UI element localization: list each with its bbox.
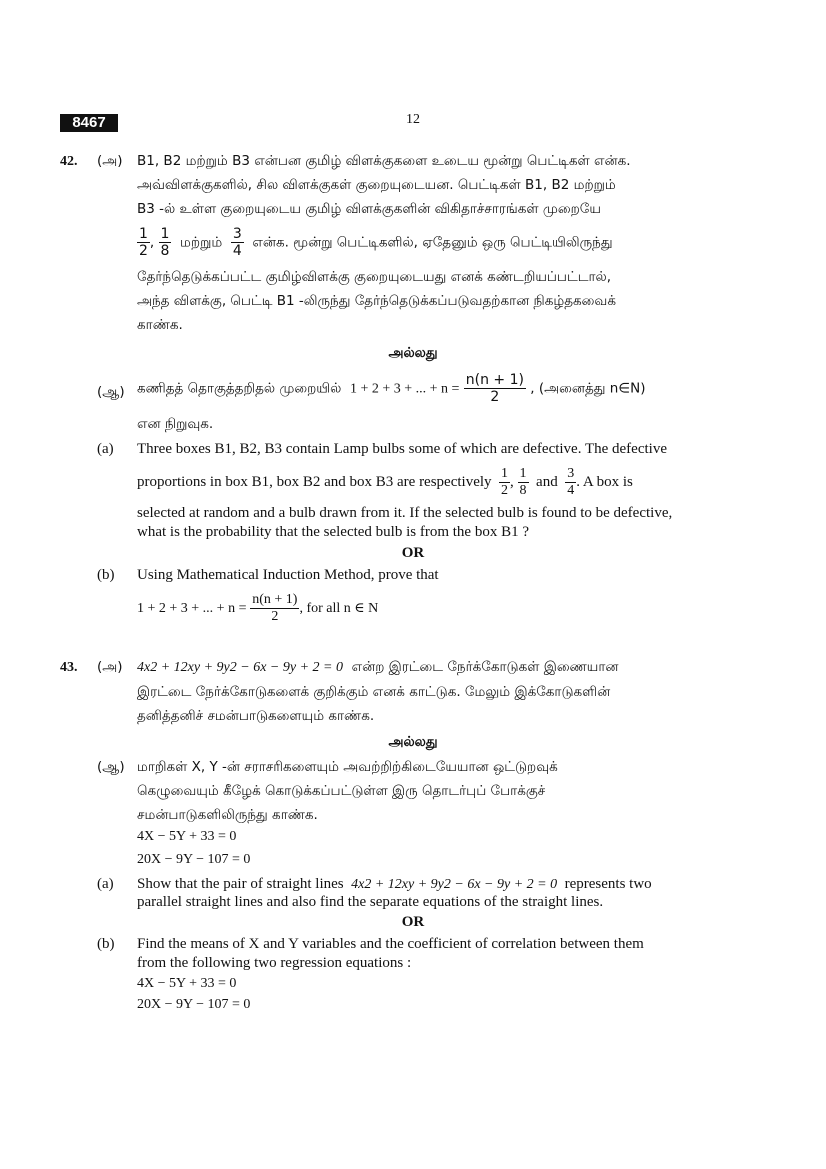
q42-b-ta-label: (ஆ) bbox=[97, 384, 125, 400]
q42-a-en-line1: Three boxes B1, B2, B3 contain Lamp bulbs some of which are defective. The defective bbox=[137, 441, 667, 457]
q43-b-ta-line3: சமன்பாடுகளிலிருந்து காண்க. bbox=[137, 807, 318, 823]
q43-a-ta-line2: இரட்டை நேர்க்கோடுகளைக் குறிக்கும் எனக் காட்டுக. மேலும் இக்கோடுகளின் bbox=[137, 684, 611, 700]
or-divider-ta-43: அல்லது bbox=[388, 734, 438, 750]
q43-b-en-line1: Find the means of X and Y variables and the coefficient of correlation between them bbox=[137, 936, 644, 952]
fraction-3-4-en: $\frac{3}{4}$ bbox=[567, 466, 575, 498]
q43-b-ta-line1: மாறிகள் X, Y -ன் சராசரிகளையும் அவற்றிற்கிடையேயான ஒட்டுறவுக் bbox=[137, 759, 558, 775]
q43-b-ta-eq2: 20X − 9Y − 107 = 0 bbox=[137, 852, 251, 867]
question-number-43: 43. bbox=[60, 660, 78, 675]
fraction-3-4: $\frac{3}{4}$ bbox=[232, 226, 242, 259]
q42-a-ta-line7: காண்க. bbox=[137, 317, 183, 333]
q43-a-ta-line1: 4x2 + 12xy + 9y2 − 6x − 9y + 2 = 0 என்ற இரட்டை நேர்க்கோடுகள் இணையான bbox=[137, 659, 619, 675]
q42-a-en-line4: what is the probability that the selected bulb is from the box B1 ? bbox=[137, 524, 529, 540]
q42-a-en-line2: proportions in box B1, box B2 and box B3 are respectively $\frac{1}{2}$ , $\frac{1}{8}$ and $\frac{3}{4}$ . A box is bbox=[137, 466, 633, 498]
q43-a-en-label: (a) bbox=[97, 876, 114, 892]
q42-b-en-line1: Using Mathematical Induction Method, prove that bbox=[137, 567, 439, 583]
or-divider-ta: அல்லது bbox=[388, 345, 438, 361]
or-divider-en: OR bbox=[401, 545, 425, 561]
question-number-42: 42. bbox=[60, 154, 78, 169]
q42-a-en-line3: selected at random and a bulb drawn from it. If the selected bulb is found to be defective, bbox=[137, 505, 673, 521]
or-divider-en-43: OR bbox=[401, 914, 425, 930]
q42-a-ta-line1: B1, B2 மற்றும் B3 என்பன குமிழ் விளக்குகளை உடைய மூன்று பெட்டிகள் என்க. bbox=[137, 153, 631, 169]
fraction-1-8: $\frac{1}{8}$ bbox=[160, 226, 170, 259]
fraction-1-2: $\frac{1}{2}$ bbox=[139, 226, 148, 259]
q42-b-en-label: (b) bbox=[97, 567, 115, 583]
q42-a-ta-line5: தேர்ந்தெடுக்கப்பட்ட குமிழ்விளக்கு குறையுடையது எனக் கண்டறியப்பட்டால், bbox=[137, 269, 612, 285]
fraction-n-n-plus-1-over-2-en: $\frac{n(n + 1)}{2}$ bbox=[252, 592, 298, 624]
q43-equation: 4x2 + 12xy + 9y2 − 6x − 9y + 2 = 0 bbox=[137, 660, 343, 675]
q43-b-en-eq1: 4X − 5Y + 33 = 0 bbox=[137, 976, 237, 991]
q43-a-ta-label: (அ) bbox=[97, 659, 123, 675]
q43-b-en-eq2: 20X − 9Y − 107 = 0 bbox=[137, 997, 251, 1012]
q43-b-ta-label: (ஆ) bbox=[97, 759, 125, 775]
q43-a-en-line1: Show that the pair of straight lines 4x2 + 12xy + 9y2 − 6x − 9y + 2 = 0 represents two bbox=[137, 876, 652, 892]
q43-b-en-label: (b) bbox=[97, 936, 115, 952]
q43-a-en-line2: parallel straight lines and also find the separate equations of the straight lines. bbox=[137, 894, 604, 910]
q42-a-ta-line4: $\frac{1}{2}$ , $\frac{1}{8}$ மற்றும் $\frac{3}{4}$ என்க. மூன்று பெட்டிகளில், ஏதேனும் ஒரு பெட்டியிலிருந்து bbox=[139, 226, 613, 259]
q42-a-ta-line2: அவ்விளக்குகளில், சில விளக்குகள் குறையுடையன. பெட்டிகள் B1, B2 மற்றும் bbox=[137, 177, 616, 193]
q43-b-ta-eq1: 4X − 5Y + 33 = 0 bbox=[137, 829, 237, 844]
q43-a-ta-line3: தனித்தனிச் சமன்பாடுகளையும் காண்க. bbox=[137, 708, 375, 724]
page-number: 12 bbox=[406, 112, 420, 127]
q42-b-ta-line1: கணிதத் தொகுத்தறிதல் முறையில் 1 + 2 + 3 + ... + n = $\frac{n(n + 1)}{2}$ , (அனைத்து n∈N) bbox=[137, 372, 646, 405]
q42-b-ta-line2: என நிறுவுக. bbox=[137, 416, 214, 432]
fraction-1-2-en: $\frac{1}{2}$ bbox=[501, 466, 509, 498]
fraction-1-8-en: $\frac{1}{8}$ bbox=[519, 466, 527, 498]
q42-a-ta-label: (அ) bbox=[97, 153, 123, 169]
q42-b-en-formula: 1 + 2 + 3 + ... + n = $\frac{n(n + 1)}{2}$ , for all n ∈ N bbox=[137, 592, 379, 624]
q43-b-ta-line2: கெழுவையும் கீழேக் கொடுக்கப்பட்டுள்ள இரு தொடர்புப் போக்குச் bbox=[137, 783, 546, 799]
paper-code-badge: 8467 bbox=[60, 114, 118, 132]
q42-a-en-label: (a) bbox=[97, 441, 114, 457]
fraction-n-n-plus-1-over-2: $\frac{n(n + 1)}{2}$ bbox=[465, 372, 524, 405]
q42-a-ta-line3: B3 -ல் உள்ள குறையுடைய குமிழ் விளக்குகளின் விகிதாச்சாரங்கள் முறையே bbox=[137, 201, 601, 217]
q43-b-en-line2: from the following two regression equations : bbox=[137, 955, 412, 971]
q42-a-ta-line6: அந்த விளக்கு, பெட்டி B1 -லிருந்து தேர்ந்தெடுக்கப்படுவதற்கான நிகழ்தகவைக் bbox=[137, 293, 616, 309]
